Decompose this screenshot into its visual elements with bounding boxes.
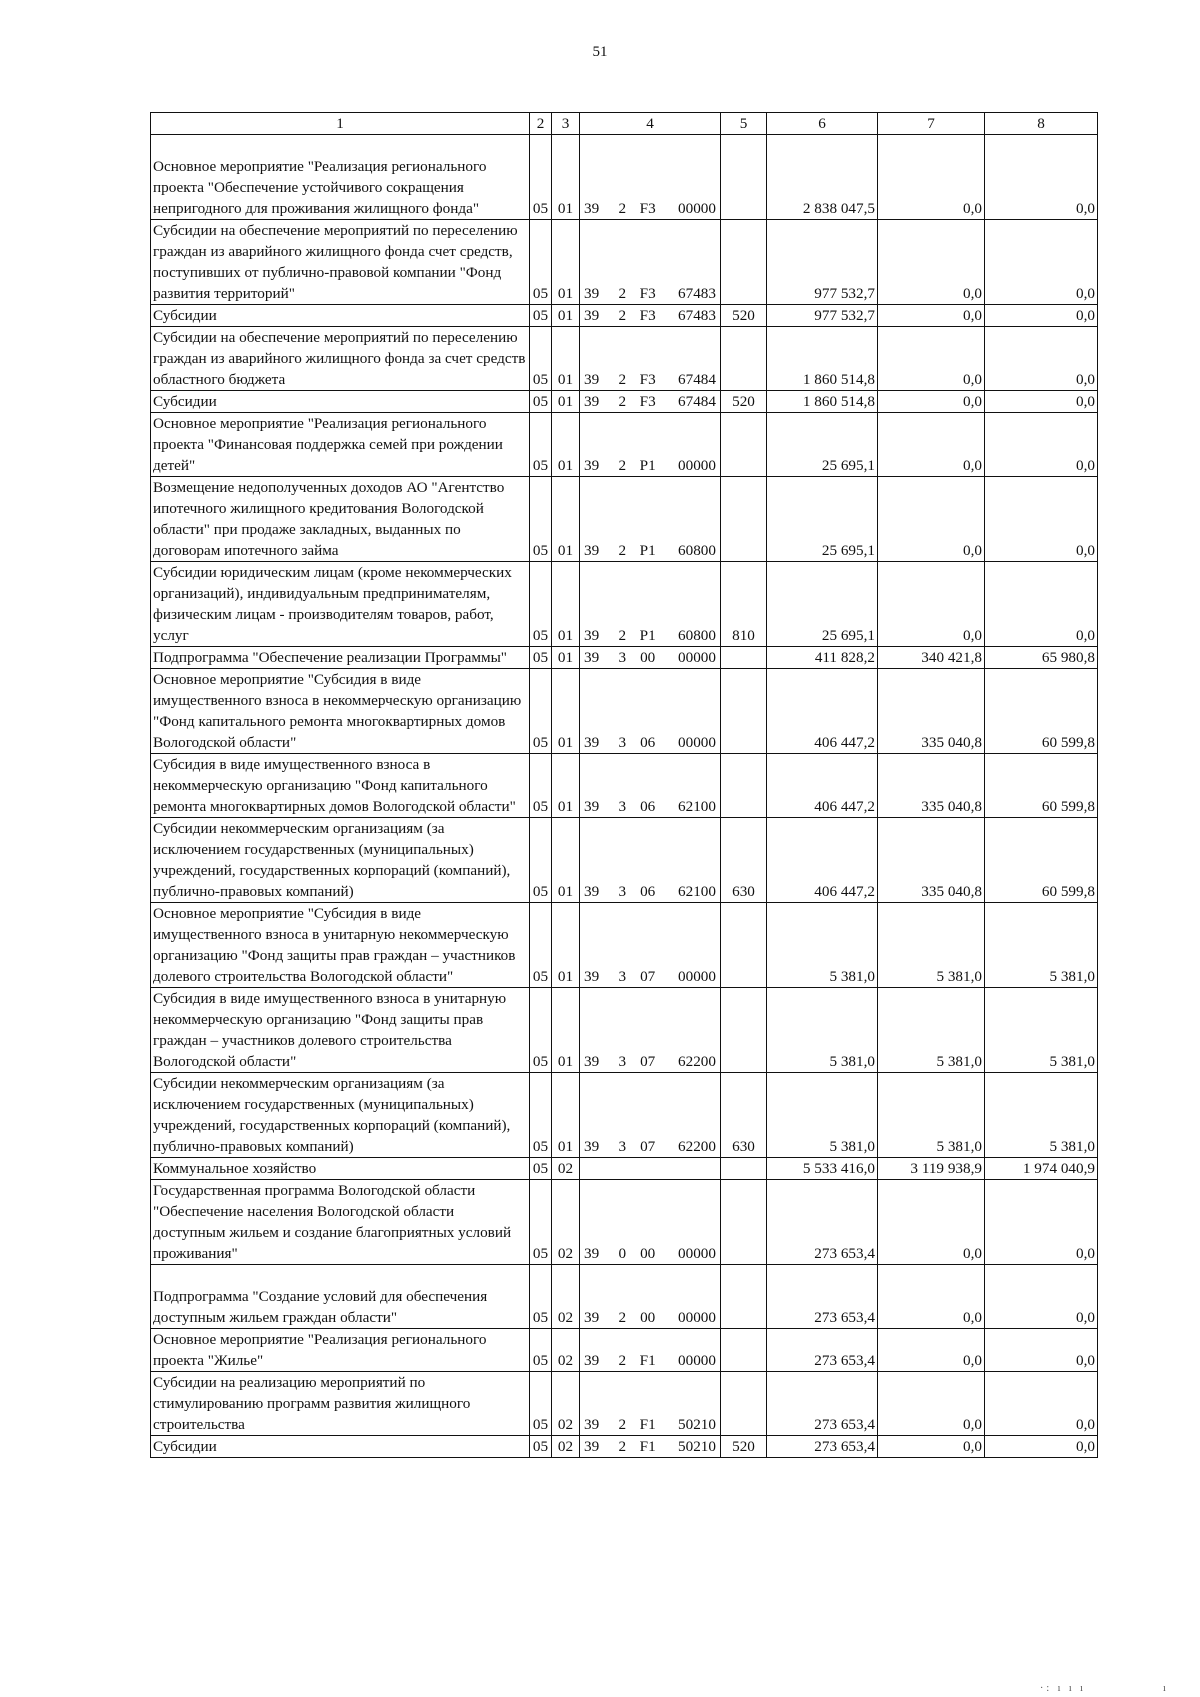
target-article-cell xyxy=(580,1265,721,1329)
row-name-cell: Основное мероприятие "Субсидия в виде имущественного взноса в некоммерческую организацию "Фонд капитального ремонта многоквартирных домов Вологодской области" xyxy=(151,669,530,754)
measure-code: 00 xyxy=(640,1309,656,1326)
subsection-code-cell: 01 xyxy=(552,305,580,327)
amount-col8-cell: 0,0 xyxy=(985,1329,1098,1372)
measure-code: P1 xyxy=(639,542,656,559)
table-row xyxy=(151,220,1098,305)
program-code: 39 xyxy=(584,1138,600,1155)
direction-code: 50210 xyxy=(678,1416,716,1433)
subprogram-code: 2 xyxy=(618,1416,627,1433)
amount-col8-cell: 60 599,8 xyxy=(985,669,1098,754)
row-name-cell: Субсидии xyxy=(151,305,530,327)
amount-col7-cell: 0,0 xyxy=(878,1436,985,1458)
section-code-cell: 05 xyxy=(530,1158,552,1180)
row-name-cell: Субсидии некоммерческим организациям (за исключением государственных (муниципальных) учреждений, государственных корпораций (компаний), публично-правовых компаний) xyxy=(151,1073,530,1158)
expense-type-cell xyxy=(721,1372,767,1436)
measure-code: F3 xyxy=(639,393,656,410)
subsection-code-cell: 01 xyxy=(552,669,580,754)
expense-type-cell xyxy=(721,327,767,391)
target-article-cell xyxy=(580,1436,721,1458)
amount-col8-cell: 5 381,0 xyxy=(985,988,1098,1073)
subsection-code-cell: 02 xyxy=(552,1329,580,1372)
subsection-code-cell: 01 xyxy=(552,413,580,477)
row-name-cell: Возмещение недополученных доходов АО "Агентство ипотечного жилищного кредитования Вологодской области" при продаже закладных, выданных по договорам ипотечного займа xyxy=(151,477,530,562)
amount-col6-cell: 5 381,0 xyxy=(767,1073,878,1158)
amount-col8-cell: 0,0 xyxy=(985,327,1098,391)
header-cell: 4 xyxy=(580,113,721,135)
table-row xyxy=(151,669,1098,754)
amount-col6-cell: 5 381,0 xyxy=(767,903,878,988)
measure-code: F3 xyxy=(639,200,656,217)
subsection-code-cell: 01 xyxy=(552,220,580,305)
program-code: 39 xyxy=(584,200,600,217)
measure-code: F1 xyxy=(639,1416,656,1433)
table-header-row xyxy=(151,113,1098,135)
amount-col7-cell: 3 119 938,9 xyxy=(878,1158,985,1180)
row-name-cell: Коммунальное хозяйство xyxy=(151,1158,530,1180)
program-code: 39 xyxy=(584,1416,600,1433)
section-code-cell: 05 xyxy=(530,988,552,1073)
amount-col7-cell: 335 040,8 xyxy=(878,669,985,754)
program-code: 39 xyxy=(584,542,600,559)
amount-col6-cell: 273 653,4 xyxy=(767,1436,878,1458)
row-name-cell: Субсидия в виде имущественного взноса в некоммерческую организацию "Фонд капитального ремонта многоквартирных домов Вологодской области" xyxy=(151,754,530,818)
expense-type-cell xyxy=(721,413,767,477)
measure-code: 07 xyxy=(640,1053,656,1070)
subsection-code-cell: 02 xyxy=(552,1180,580,1265)
measure-code: 07 xyxy=(640,1138,656,1155)
header-cell: 2 xyxy=(530,113,552,135)
section-code-cell: 05 xyxy=(530,669,552,754)
amount-col6-cell: 2 838 047,5 xyxy=(767,135,878,220)
direction-code: 62200 xyxy=(678,1053,716,1070)
target-article-cell xyxy=(580,1180,721,1265)
section-code-cell: 05 xyxy=(530,477,552,562)
subsection-code-cell: 02 xyxy=(552,1158,580,1180)
target-article-cell xyxy=(580,647,721,669)
amount-col6-cell: 406 447,2 xyxy=(767,669,878,754)
amount-col6-cell: 406 447,2 xyxy=(767,754,878,818)
section-code-cell: 05 xyxy=(530,1436,552,1458)
measure-code: F1 xyxy=(639,1438,656,1455)
section-code-cell: 05 xyxy=(530,562,552,647)
amount-col8-cell: 0,0 xyxy=(985,1265,1098,1329)
amount-col7-cell: 0,0 xyxy=(878,135,985,220)
program-code: 39 xyxy=(584,883,600,900)
measure-code: 06 xyxy=(640,798,656,815)
expense-type-cell xyxy=(721,220,767,305)
header-cell: 5 xyxy=(721,113,767,135)
table-row xyxy=(151,818,1098,903)
table-row xyxy=(151,327,1098,391)
subsection-code-cell: 01 xyxy=(552,562,580,647)
subsection-code-cell: 01 xyxy=(552,1073,580,1158)
amount-col8-cell: 0,0 xyxy=(985,1180,1098,1265)
direction-code: 62200 xyxy=(678,1138,716,1155)
amount-col7-cell: 0,0 xyxy=(878,1329,985,1372)
target-article-cell xyxy=(580,669,721,754)
subsection-code-cell: 02 xyxy=(552,1436,580,1458)
page-number: 51 xyxy=(592,44,608,60)
direction-code: 67484 xyxy=(678,371,716,388)
program-code: 39 xyxy=(584,627,600,644)
amount-col7-cell: 0,0 xyxy=(878,391,985,413)
row-name-cell: Субсидия в виде имущественного взноса в унитарную некоммерческую организацию "Фонд защиты прав граждан – участников долевого строительства Вологодской области" xyxy=(151,988,530,1073)
target-article-cell xyxy=(580,562,721,647)
header-cell: 6 xyxy=(767,113,878,135)
expense-type-cell xyxy=(721,903,767,988)
target-article-cell xyxy=(580,135,721,220)
direction-code: 00000 xyxy=(678,457,716,474)
section-code-cell: 05 xyxy=(530,391,552,413)
amount-col6-cell: 5 381,0 xyxy=(767,988,878,1073)
target-article-cell xyxy=(580,1158,721,1180)
section-code-cell: 05 xyxy=(530,647,552,669)
amount-col6-cell: 1 860 514,8 xyxy=(767,327,878,391)
program-code: 39 xyxy=(584,1053,600,1070)
amount-col6-cell: 5 533 416,0 xyxy=(767,1158,878,1180)
amount-col8-cell: 60 599,8 xyxy=(985,754,1098,818)
target-article-cell xyxy=(580,413,721,477)
subprogram-code: 2 xyxy=(618,1438,627,1455)
amount-col7-cell: 0,0 xyxy=(878,562,985,647)
measure-code: F3 xyxy=(639,307,656,324)
direction-code: 62100 xyxy=(678,798,716,815)
amount-col6-cell: 273 653,4 xyxy=(767,1180,878,1265)
program-code: 39 xyxy=(584,968,600,985)
subprogram-code: 2 xyxy=(618,285,627,302)
direction-code: 50210 xyxy=(678,1438,716,1455)
budget-table xyxy=(150,112,1098,1458)
amount-col6-cell: 411 828,2 xyxy=(767,647,878,669)
section-code-cell: 05 xyxy=(530,135,552,220)
expense-type-cell xyxy=(721,1158,767,1180)
subprogram-code: 3 xyxy=(618,883,627,900)
amount-col7-cell: 0,0 xyxy=(878,305,985,327)
subprogram-code: 2 xyxy=(618,1309,627,1326)
expense-type-cell xyxy=(721,1265,767,1329)
amount-col6-cell: 1 860 514,8 xyxy=(767,391,878,413)
row-name-cell: Субсидии юридическим лицам (кроме некоммерческих организаций), индивидуальным предпринимателям, физическим лицам - производителям товаров, работ, услуг xyxy=(151,562,530,647)
table-row xyxy=(151,477,1098,562)
expense-type-cell: 630 xyxy=(721,1073,767,1158)
row-name-cell: Основное мероприятие "Субсидия в виде имущественного взноса в унитарную некоммерческую организацию "Фонд защиты прав граждан – участников долевого строительства Вологодской области" xyxy=(151,903,530,988)
amount-col6-cell: 977 532,7 xyxy=(767,305,878,327)
table-row xyxy=(151,754,1098,818)
amount-col7-cell: 0,0 xyxy=(878,477,985,562)
direction-code: 60800 xyxy=(678,627,716,644)
table-row xyxy=(151,903,1098,988)
measure-code: F3 xyxy=(639,285,656,302)
direction-code: 62100 xyxy=(678,883,716,900)
subsection-code-cell: 01 xyxy=(552,327,580,391)
direction-code: 00000 xyxy=(678,1309,716,1326)
row-name-cell: Государственная программа Вологодской области "Обеспечение населения Вологодской области доступным жильем и создание благоприятных условий проживания" xyxy=(151,1180,530,1265)
amount-col7-cell: 0,0 xyxy=(878,220,985,305)
amount-col7-cell: 0,0 xyxy=(878,327,985,391)
measure-code: P1 xyxy=(639,457,656,474)
amount-col8-cell: 0,0 xyxy=(985,477,1098,562)
scan-marks: ·: ı ı ı ı xyxy=(1040,1683,1169,1694)
direction-code: 60800 xyxy=(678,542,716,559)
subprogram-code: 2 xyxy=(618,1352,627,1369)
row-name-cell: Подпрограмма "Обеспечение реализации Программы" xyxy=(151,647,530,669)
subsection-code-cell: 01 xyxy=(552,135,580,220)
section-code-cell: 05 xyxy=(530,903,552,988)
measure-code: 06 xyxy=(640,883,656,900)
table-row xyxy=(151,135,1098,220)
program-code: 39 xyxy=(584,1352,600,1369)
program-code: 39 xyxy=(584,1245,600,1262)
subprogram-code: 2 xyxy=(618,307,627,324)
direction-code: 00000 xyxy=(678,734,716,751)
amount-col8-cell: 0,0 xyxy=(985,1436,1098,1458)
program-code: 39 xyxy=(584,457,600,474)
amount-col6-cell: 273 653,4 xyxy=(767,1265,878,1329)
direction-code: 00000 xyxy=(678,1245,716,1262)
program-code: 39 xyxy=(584,393,600,410)
table-row xyxy=(151,988,1098,1073)
target-article-cell xyxy=(580,903,721,988)
row-name-cell: Основное мероприятие "Реализация регионального проекта "Жилье" xyxy=(151,1329,530,1372)
header-cell: 8 xyxy=(985,113,1098,135)
amount-col7-cell: 335 040,8 xyxy=(878,754,985,818)
target-article-cell xyxy=(580,1073,721,1158)
expense-type-cell: 810 xyxy=(721,562,767,647)
target-article-cell xyxy=(580,1329,721,1372)
table-row xyxy=(151,562,1098,647)
section-code-cell: 05 xyxy=(530,1372,552,1436)
expense-type-cell xyxy=(721,477,767,562)
header-cell: 1 xyxy=(151,113,530,135)
table-row xyxy=(151,413,1098,477)
subprogram-code: 2 xyxy=(618,200,627,217)
header-cell: 7 xyxy=(878,113,985,135)
target-article-cell xyxy=(580,988,721,1073)
amount-col7-cell: 0,0 xyxy=(878,413,985,477)
section-code-cell: 05 xyxy=(530,1329,552,1372)
row-name-cell: Субсидии на реализацию мероприятий по стимулированию программ развития жилищного строительства xyxy=(151,1372,530,1436)
amount-col8-cell: 0,0 xyxy=(985,1372,1098,1436)
section-code-cell: 05 xyxy=(530,327,552,391)
subsection-code-cell: 01 xyxy=(552,818,580,903)
section-code-cell: 05 xyxy=(530,1265,552,1329)
row-name-cell: Субсидии xyxy=(151,1436,530,1458)
amount-col8-cell: 1 974 040,9 xyxy=(985,1158,1098,1180)
subsection-code-cell: 01 xyxy=(552,647,580,669)
amount-col7-cell: 0,0 xyxy=(878,1180,985,1265)
amount-col8-cell: 5 381,0 xyxy=(985,1073,1098,1158)
measure-code: P1 xyxy=(639,627,656,644)
table-row xyxy=(151,1158,1098,1180)
program-code: 39 xyxy=(584,285,600,302)
program-code: 39 xyxy=(584,307,600,324)
amount-col7-cell: 5 381,0 xyxy=(878,903,985,988)
program-code: 39 xyxy=(584,1438,600,1455)
direction-code: 00000 xyxy=(678,200,716,217)
subprogram-code: 2 xyxy=(618,457,627,474)
measure-code: 00 xyxy=(640,1245,656,1262)
amount-col8-cell: 0,0 xyxy=(985,135,1098,220)
subsection-code-cell: 01 xyxy=(552,391,580,413)
section-code-cell: 05 xyxy=(530,220,552,305)
table-row xyxy=(151,1073,1098,1158)
amount-col8-cell: 0,0 xyxy=(985,413,1098,477)
section-code-cell: 05 xyxy=(530,1073,552,1158)
program-code: 39 xyxy=(584,371,600,388)
measure-code: 00 xyxy=(640,649,656,666)
target-article-cell xyxy=(580,220,721,305)
section-code-cell: 05 xyxy=(530,413,552,477)
amount-col7-cell: 5 381,0 xyxy=(878,988,985,1073)
table-row xyxy=(151,1329,1098,1372)
section-code-cell: 05 xyxy=(530,305,552,327)
program-code: 39 xyxy=(584,649,600,666)
amount-col6-cell: 25 695,1 xyxy=(767,413,878,477)
expense-type-cell xyxy=(721,135,767,220)
target-article-cell xyxy=(580,818,721,903)
row-name-cell: Основное мероприятие "Реализация регионального проекта "Обеспечение устойчивого сокращения непригодного для проживания жилищного фонда" xyxy=(151,135,530,220)
target-article-cell xyxy=(580,305,721,327)
target-article-cell xyxy=(580,327,721,391)
expense-type-cell xyxy=(721,988,767,1073)
subprogram-code: 3 xyxy=(618,1053,627,1070)
amount-col8-cell: 0,0 xyxy=(985,562,1098,647)
expense-type-cell xyxy=(721,1329,767,1372)
section-code-cell: 05 xyxy=(530,1180,552,1265)
program-code: 39 xyxy=(584,1309,600,1326)
table-row xyxy=(151,391,1098,413)
measure-code: 07 xyxy=(640,968,656,985)
subprogram-code: 3 xyxy=(618,798,627,815)
section-code-cell: 05 xyxy=(530,754,552,818)
expense-type-cell: 630 xyxy=(721,818,767,903)
direction-code: 00000 xyxy=(678,649,716,666)
table-row xyxy=(151,305,1098,327)
measure-code: F3 xyxy=(639,371,656,388)
target-article-cell xyxy=(580,391,721,413)
direction-code: 67484 xyxy=(678,393,716,410)
amount-col6-cell: 25 695,1 xyxy=(767,562,878,647)
row-name-cell: Основное мероприятие "Реализация регионального проекта "Финансовая поддержка семей при рождении детей" xyxy=(151,413,530,477)
expense-type-cell: 520 xyxy=(721,1436,767,1458)
subprogram-code: 3 xyxy=(618,968,627,985)
amount-col8-cell: 60 599,8 xyxy=(985,818,1098,903)
expense-type-cell xyxy=(721,647,767,669)
expense-type-cell xyxy=(721,754,767,818)
amount-col8-cell: 0,0 xyxy=(985,305,1098,327)
amount-col7-cell: 5 381,0 xyxy=(878,1073,985,1158)
program-code: 39 xyxy=(584,798,600,815)
subprogram-code: 2 xyxy=(618,627,627,644)
subprogram-code: 3 xyxy=(618,734,627,751)
direction-code: 67483 xyxy=(678,307,716,324)
subprogram-code: 2 xyxy=(618,393,627,410)
subprogram-code: 2 xyxy=(618,542,627,559)
subprogram-code: 3 xyxy=(618,1138,627,1155)
program-code: 39 xyxy=(584,734,600,751)
table-row xyxy=(151,1436,1098,1458)
subsection-code-cell: 01 xyxy=(552,477,580,562)
amount-col8-cell: 0,0 xyxy=(985,391,1098,413)
section-code-cell: 05 xyxy=(530,818,552,903)
header-cell: 3 xyxy=(552,113,580,135)
table-row xyxy=(151,647,1098,669)
measure-code: 06 xyxy=(640,734,656,751)
expense-type-cell xyxy=(721,1180,767,1265)
row-name-cell: Подпрограмма "Создание условий для обеспечения доступным жильем граждан области" xyxy=(151,1265,530,1329)
amount-col6-cell: 406 447,2 xyxy=(767,818,878,903)
amount-col6-cell: 273 653,4 xyxy=(767,1329,878,1372)
target-article-cell xyxy=(580,754,721,818)
amount-col8-cell: 65 980,8 xyxy=(985,647,1098,669)
subsection-code-cell: 01 xyxy=(552,988,580,1073)
amount-col7-cell: 340 421,8 xyxy=(878,647,985,669)
amount-col7-cell: 335 040,8 xyxy=(878,818,985,903)
row-name-cell: Субсидии на обеспечение мероприятий по переселению граждан из аварийного жилищного фонда за счет средств областного бюджета xyxy=(151,327,530,391)
amount-col8-cell: 0,0 xyxy=(985,220,1098,305)
subsection-code-cell: 01 xyxy=(552,903,580,988)
subsection-code-cell: 01 xyxy=(552,754,580,818)
subprogram-code: 0 xyxy=(618,1245,627,1262)
amount-col6-cell: 25 695,1 xyxy=(767,477,878,562)
direction-code: 67483 xyxy=(678,285,716,302)
subprogram-code: 2 xyxy=(618,371,627,388)
target-article-cell xyxy=(580,477,721,562)
subprogram-code: 3 xyxy=(618,649,627,666)
amount-col6-cell: 273 653,4 xyxy=(767,1372,878,1436)
expense-type-cell xyxy=(721,669,767,754)
row-name-cell: Субсидии xyxy=(151,391,530,413)
table-row xyxy=(151,1265,1098,1329)
amount-col8-cell: 5 381,0 xyxy=(985,903,1098,988)
subsection-code-cell: 02 xyxy=(552,1372,580,1436)
expense-type-cell: 520 xyxy=(721,391,767,413)
expense-type-cell: 520 xyxy=(721,305,767,327)
row-name-cell: Субсидии некоммерческим организациям (за исключением государственных (муниципальных) учреждений, государственных корпораций (компаний), публично-правовых компаний) xyxy=(151,818,530,903)
target-article-cell xyxy=(580,1372,721,1436)
amount-col7-cell: 0,0 xyxy=(878,1265,985,1329)
table-row xyxy=(151,1372,1098,1436)
row-name-cell: Субсидии на обеспечение мероприятий по переселению граждан из аварийного жилищного фонда счет средств, поступивших от публично-правовой компании "Фонд развития территорий" xyxy=(151,220,530,305)
table-row xyxy=(151,1180,1098,1265)
direction-code: 00000 xyxy=(678,1352,716,1369)
amount-col7-cell: 0,0 xyxy=(878,1372,985,1436)
direction-code: 00000 xyxy=(678,968,716,985)
measure-code: F1 xyxy=(639,1352,656,1369)
amount-col6-cell: 977 532,7 xyxy=(767,220,878,305)
subsection-code-cell: 02 xyxy=(552,1265,580,1329)
